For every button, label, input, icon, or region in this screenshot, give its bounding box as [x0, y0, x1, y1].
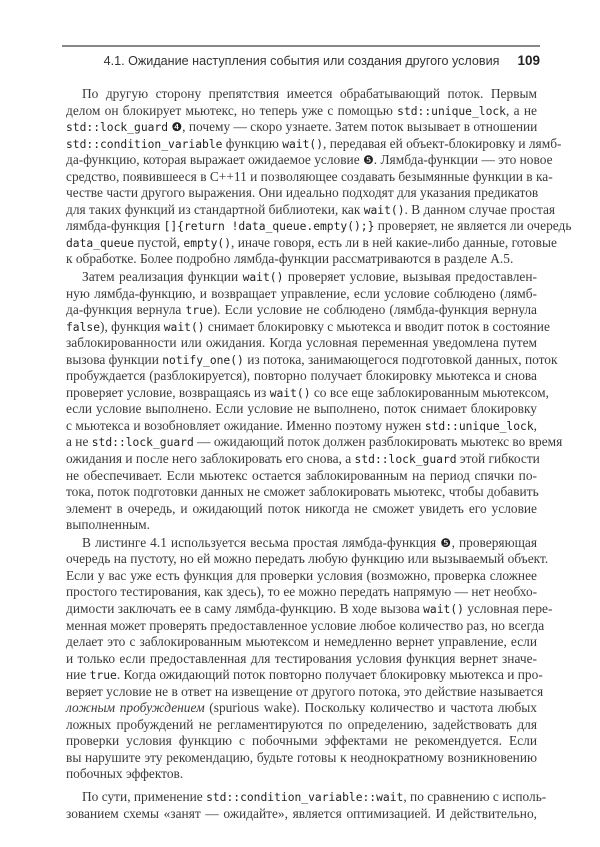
code-callout-marker: ❺ [363, 153, 374, 168]
text-run: зованием схемы «занят — ожидайте», является оптимизацией. И действительно, [66, 805, 537, 821]
inline-code: std::unique_lock [397, 104, 506, 118]
chapter-section-title: 4.1. Ожидание наступления события или создания другого условия [103, 54, 500, 68]
text-run: проверяет, не является ли очередь [374, 218, 572, 234]
text-run: да-функция вернула [66, 302, 186, 318]
text-line [66, 700, 537, 717]
text-run: По сути, применение [82, 788, 207, 804]
text-run: с мьютекса и возобновляет ожидание. Именно поэтому нужен [66, 417, 425, 433]
text-run: не обеспечивает. Если мьютекс остается заблокированным на период спячки по- [66, 467, 537, 483]
text-run: , по сравнению с исполь- [403, 788, 547, 804]
text-line [66, 401, 537, 418]
text-line [66, 766, 537, 783]
inline-code: std::lock_guard [354, 453, 457, 467]
inline-code: wait() [163, 320, 205, 334]
text-run: , [533, 417, 537, 433]
text-run: В листинге 4.1 используется весьма простая лямбда-функция [82, 534, 441, 550]
paragraph [66, 269, 563, 534]
text-run: . В данном случае простая [404, 201, 556, 217]
inline-code: notify_one() [162, 353, 244, 367]
inline-code: wait() [282, 137, 323, 151]
text-line [66, 651, 537, 668]
text-run: ). Если условие не соблюдено (лямбда-функция вернула [212, 302, 537, 318]
text-line [66, 251, 537, 268]
text-run: проверки условия функцию с побочными эффектами не рекомендуется. Если [66, 733, 537, 749]
text-run: проверяет условие, вызывая предоставлен- [283, 269, 537, 285]
text-run: из потока, занимающегося подготовкой данных, поток [243, 351, 558, 367]
text-run: вызова функции [66, 351, 163, 367]
text-run: условная пере- [463, 600, 553, 616]
text-line [66, 269, 537, 286]
italic-term: ложным пробуждением [66, 700, 205, 716]
text-line [66, 517, 537, 534]
text-line [66, 468, 537, 485]
text-run: . Когда ожидающий поток повторно получает блокировку мьютекса и про- [116, 667, 543, 683]
text-line [66, 501, 537, 518]
text-run: к обработке. Более подробно лямбда-функции рассматриваются в разделе A.5. [66, 251, 514, 267]
text-run: снимает блокировку с мьютекса и вводит поток в состояние [204, 318, 550, 334]
text-run: ложных пробуждений не регламентируются по определению, задействовать для [66, 716, 537, 732]
text-run: проверяет условие, возвращаясь из [66, 384, 270, 400]
paragraph [66, 86, 572, 268]
inline-code: wait() [242, 271, 284, 285]
text-line [66, 484, 537, 501]
text-line [66, 185, 537, 202]
text-line [66, 418, 537, 435]
text-run: Если у вас уже есть функция для проверки условия (возможно, проверка сложнее [66, 567, 537, 583]
text-line [66, 368, 537, 385]
text-run: , иначе говоря, есть ли в ней какие-либо данные, готовые [231, 234, 557, 250]
text-run: а не [66, 434, 92, 450]
text-line [66, 717, 537, 734]
text-run: честве части другого выражения. Они идеально подходят для указания предикатов [66, 185, 539, 201]
text-run: . Лямбда-функции — это новое [373, 152, 553, 168]
text-run: веряет условие не в ответ на извещение от другого потока, это действие называется [66, 683, 544, 699]
text-line [66, 119, 537, 136]
text-run: , передавая ей объект-блокировку и лямб- [323, 135, 562, 151]
text-line [66, 733, 537, 750]
inline-code: true [185, 304, 213, 318]
text-line [66, 351, 558, 369]
text-run: и только если предоставленная для тестирования условия функция вернет значе- [66, 650, 537, 666]
text-run: ожидания и после него заблокировать его снова, а [66, 451, 355, 467]
text-line [66, 286, 537, 303]
text-line [66, 318, 550, 336]
inline-code: data_queue [66, 236, 135, 250]
inline-code: true [89, 669, 117, 683]
text-line [66, 335, 537, 352]
text-run: менная может проверять предоставленное условие любое количество раз, но всегда [66, 617, 545, 633]
inline-code: std::condition_variable [66, 137, 223, 151]
text-line [66, 218, 572, 235]
text-run: ние [66, 667, 90, 683]
text-run: побочных эффектов. [66, 766, 184, 782]
text-run: , а не [505, 102, 537, 118]
text-run: делом он блокирует мьютекс, но теперь уже с помощью [66, 102, 398, 118]
text-run: выполненным. [66, 517, 150, 533]
text-line [66, 683, 544, 701]
inline-code: std::lock_guard [66, 121, 169, 135]
text-run: , проверяющая [451, 534, 537, 550]
text-run: средство, появившееся в C++11 и позволяющее создавать безымянные функции в ка- [66, 168, 553, 184]
text-line [66, 634, 537, 651]
text-line [66, 667, 543, 684]
text-line [66, 234, 557, 252]
text-line [66, 384, 549, 402]
text-line [66, 617, 545, 635]
text-line [66, 302, 537, 319]
text-line [66, 600, 553, 618]
text-run: заблокированности или ожидания. Когда условная переменная уведомлена путем [66, 335, 537, 351]
paragraph [66, 788, 547, 822]
inline-code: std::unique_lock [424, 419, 534, 433]
page-body [66, 86, 572, 822]
text-line [66, 535, 537, 552]
inline-code: empty() [183, 236, 232, 250]
text-run: По другую сторону препятствия имеется обрабатывающий поток. Первым [82, 86, 537, 101]
inline-code: wait() [423, 602, 464, 616]
text-run: элемент в очередь, и ожидающий поток никогда не сможет увидеть его условие [66, 500, 537, 516]
text-run: да-функцию, которая выражает ожидаемое условие [66, 152, 364, 168]
text-run: Затем реализация функции [82, 269, 243, 285]
text-line [66, 551, 549, 568]
text-run: со все еще заблокированным мьютексом, [310, 384, 549, 400]
text-line [66, 201, 556, 219]
text-run: тока, поток подготовки данных не сможет заблокировать мьютекс, чтобы добавить [66, 484, 539, 500]
paragraph [66, 534, 553, 783]
text-run: простого тестирования, как здесь), то ее можно передать напрямую — нет необхо- [66, 584, 538, 600]
text-run: лямбда-функция [66, 218, 164, 234]
text-run: вы нарушите эту рекомендацию, будьте готовы к неоднократному возникновению [66, 749, 537, 765]
text-line [66, 135, 562, 153]
text-line [66, 451, 540, 468]
text-run: — ожидающий поток должен разблокировать мьютекс во время [193, 434, 563, 450]
text-line [66, 152, 553, 169]
header-rule [62, 45, 540, 47]
text-line [66, 806, 537, 823]
text-run: ), функция [100, 318, 164, 334]
text-run: функцию [222, 135, 283, 151]
inline-code: wait() [269, 386, 311, 400]
code-callout-marker: ❹ [171, 120, 183, 135]
text-line [66, 750, 537, 767]
text-line [66, 788, 547, 806]
running-header [62, 53, 540, 71]
text-run: ную лямбда-функцию, и возвращает управление, если условие соблюдено (лямб- [66, 285, 537, 301]
text-line [66, 568, 537, 585]
text-run: для таких функций из стандартной библиотеки, как [66, 201, 364, 217]
inline-code: false [66, 320, 101, 334]
text-line [66, 103, 537, 120]
text-run: этой гибкости [456, 451, 540, 467]
text-run: (spurious wake). Поскольку количество и частота любых [204, 700, 537, 716]
text-run: димости заключать ее в саму лямбда-функцию. В ходе вызова [66, 600, 424, 616]
text-line [66, 584, 537, 601]
text-run: пустой, [134, 234, 184, 250]
text-line [66, 168, 553, 186]
text-run: , почему — скоро узнаете. Затем поток вызывает в отношении [182, 119, 538, 135]
inline-code: wait() [363, 203, 405, 217]
text-line [66, 86, 537, 103]
text-run: если условие выполнено. Если условие не выполнено, поток снимает блокировку [66, 401, 537, 417]
code-callout-marker: ❺ [440, 535, 452, 550]
text-line [66, 434, 563, 451]
inline-code: std::condition_variable::wait [206, 790, 404, 804]
inline-code: []{return !data_queue.empty();} [163, 220, 375, 234]
text-run: очередь на пустоту, но ей можно передать любую функцию или вызываемый объект. [66, 551, 549, 567]
text-run: делает это с заблокированным мьютексом и немедленно вернет управление, если [66, 634, 537, 650]
inline-code: std::lock_guard [91, 436, 194, 450]
page-number: 109 [517, 53, 540, 68]
text-run: пробуждается (разблокируется), повторно получает блокировку мьютекса и снова [66, 368, 537, 384]
